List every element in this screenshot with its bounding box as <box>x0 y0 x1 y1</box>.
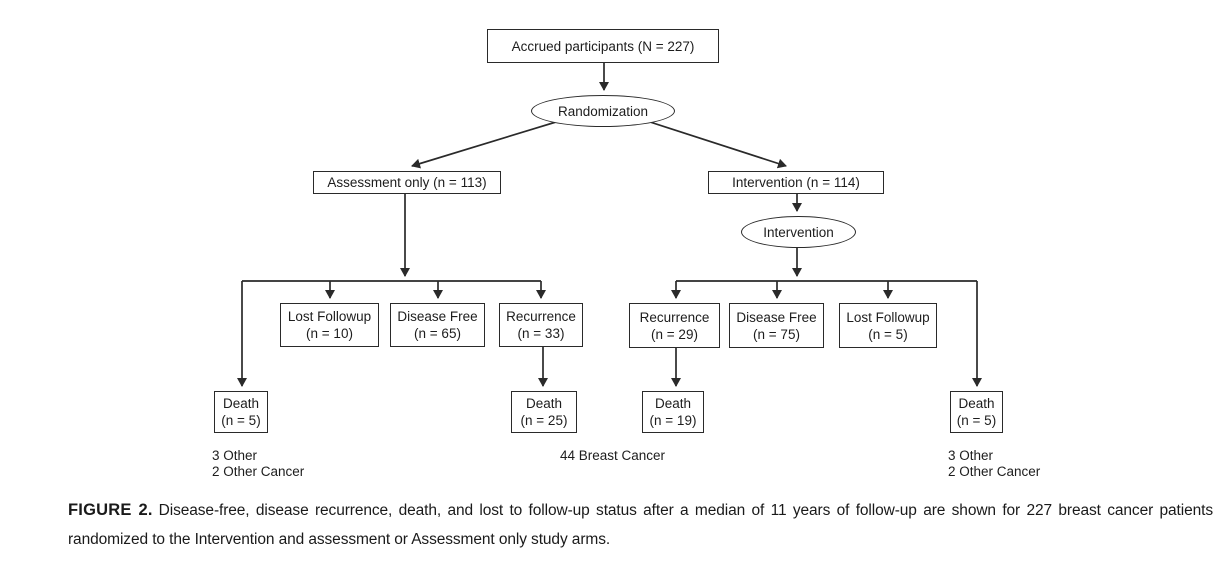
node-count: (n = 75) <box>753 326 800 342</box>
node-label: Assessment only (n = 113) <box>327 175 487 190</box>
node-count: (n = 65) <box>414 326 461 341</box>
ellipse-intervention <box>741 216 856 248</box>
box-death-recurrence-intervention <box>642 391 704 433</box>
node-label: Recurrence <box>506 309 576 324</box>
node-count: (n = 5) <box>221 413 261 428</box>
node-label: Death <box>654 396 692 411</box>
box-recurrence-intervention <box>629 303 720 348</box>
node-count: (n = 5) <box>868 326 908 342</box>
node-label: Death <box>525 396 563 411</box>
ellipse-randomization <box>531 95 675 127</box>
node-label: Randomization <box>557 103 649 119</box>
node-count: (n = 33) <box>517 326 565 341</box>
node-count: (n = 19) <box>649 413 697 428</box>
note-breast-cancer-deaths <box>560 448 665 464</box>
figure-caption-text: Disease-free, disease recurrence, death, and lost to follow-up status after a median of 11 years of follow-up are shown for 227 breast cancer patients randomized to the Intervention and assessment or Assessment only study arms. <box>68 502 1213 548</box>
node-label: Lost Followup <box>846 309 930 325</box>
node-label: Intervention (n = 114) <box>732 175 860 190</box>
node-count: (n = 10) <box>306 326 353 341</box>
node-label: Disease Free <box>397 309 478 324</box>
note-line: 2 Other Cancer <box>948 463 1041 479</box>
note-line: 3 Other <box>212 448 258 463</box>
node-label: Lost Followup <box>287 309 372 324</box>
figure-caption-label: FIGURE 2. <box>68 501 153 519</box>
node-label: Death <box>958 396 995 411</box>
box-death-recurrence-assessment <box>511 391 577 433</box>
node-label: Recurrence <box>639 309 710 325</box>
box-disease-free-assessment <box>390 303 485 347</box>
node-label: Accrued participants (N = 227) <box>511 38 695 54</box>
node-label: Death <box>222 396 260 411</box>
box-accrued-participants <box>487 29 719 63</box>
node-label: Intervention <box>763 224 834 240</box>
box-lost-followup-assessment <box>280 303 379 347</box>
note-line: 2 Other Cancer <box>212 463 305 479</box>
note-line: 3 Other <box>948 448 994 463</box>
box-death-intervention <box>950 391 1003 433</box>
box-assessment-only-arm <box>313 171 501 194</box>
note-intervention-death-causes <box>948 448 1040 479</box>
note-line: 44 Breast Cancer <box>560 448 666 463</box>
figure-caption <box>68 496 1213 554</box>
box-disease-free-intervention <box>729 303 824 348</box>
node-label: Disease Free <box>736 309 817 325</box>
box-death-assessment <box>214 391 268 433</box>
node-count: (n = 25) <box>520 413 568 428</box>
box-intervention-arm <box>708 171 884 194</box>
node-count: (n = 5) <box>956 413 997 428</box>
box-recurrence-assessment <box>499 303 583 347</box>
node-count: (n = 29) <box>651 326 698 342</box>
box-lost-followup-intervention <box>839 303 937 348</box>
note-assessment-death-causes <box>212 448 304 479</box>
